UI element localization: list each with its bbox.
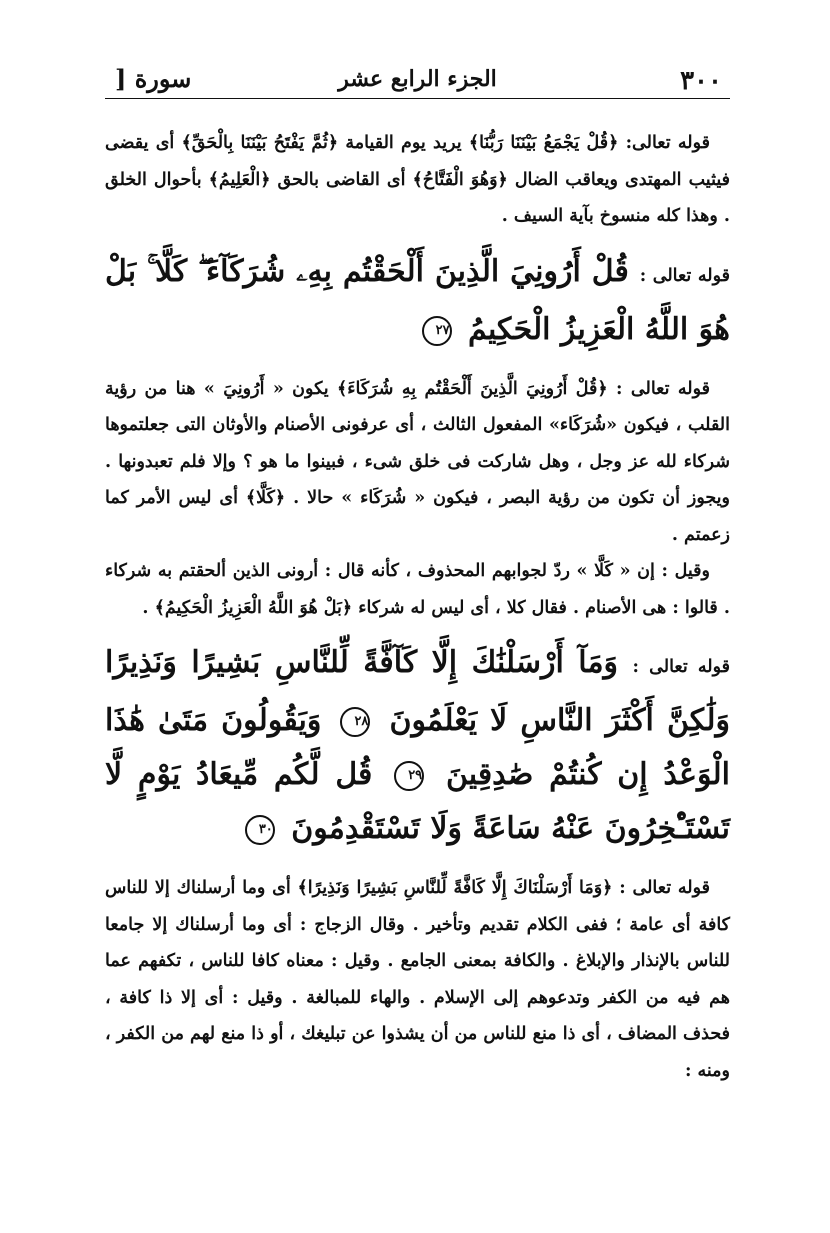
verse-28-text: وَمَآ أَرْسَلْنَٰكَ إِلَّا كَآفَّةً لِّلنَّاسِ بَشِيرًا وَنَذِيرًا وَلَٰكِنَّ أَكْثَرَ النَّاسِ لَا يَعْلَمُونَ [105,645,730,738]
verse-intro: قوله تعالى : [632,657,730,677]
verses-28-30 [105,636,730,856]
verse-block-27 [105,245,730,357]
verse-block-28-30 [105,636,730,856]
running-header [105,52,730,99]
surah-name: سورة [134,64,192,93]
page-number: ٣٠٠ [680,66,722,96]
verse-number-marker: ٢٨ [340,707,370,737]
commentary-paragraph-3: وقيل : إن « كَلَّا » ردّ لجوابهم المحذوف ، كأنه قال : أرونى الذين ألحقتم به شركاء . قالوا : هى الأصنام . فقال كلا ، أى ليس له شركاء ﴿بَلْ هُوَ اللَّهُ الْعَزِيزُ الْحَكِيمُ﴾ . [105,561,730,618]
verse-27-text: قُلْ أَرُونِيَ الَّذِينَ أَلْحَقْتُم بِهِۦ شُرَكَآءَ ۖ كَلَّا ۚ بَلْ هُوَ اللَّهُ الْعَزِيزُ الْحَكِيمُ [105,253,730,347]
verse-number-marker: ٣٠ [245,815,275,845]
verse-30-text: قُل لَّكُم مِّيعَادُ يَوْمٍ لَّا تَسْتَـْٔخِرُونَ عَنْهُ سَاعَةً وَلَا تَسْتَقْدِمُونَ [105,757,730,846]
verse-number-marker: ٢٧ [422,316,452,346]
surah-title [109,64,191,93]
verse-intro: قوله تعالى : [639,265,730,286]
verse-29-text: وَيَقُولُونَ مَتَىٰ هَٰذَا الْوَعْدُ إِن كُنتُمْ صَٰدِقِينَ [105,703,731,792]
juz-title: الجزء الرابع عشر [338,66,497,92]
verse-number-marker: ٢٩ [394,761,424,791]
verse-27 [105,245,730,357]
header-bracket: [ [115,64,127,93]
commentary-paragraph-1: قوله تعالى: ﴿قُلْ يَجْمَعُ بَيْنَنَا رَبُّنَا﴾ يريد يوم القيامة ﴿ثُمَّ يَفْتَحُ بَيْنَنَا بِالْحَقِّ﴾ أى يقضى فيثيب المهتدى ويعاقب الضال ﴿وَهُوَ الْفَتَّاحُ﴾ أى القاضى بالحق ﴿الْعَلِيمُ﴾ بأحوال الخلق . وهذا كله منسوخ بآية السيف . [105,133,730,226]
commentary-paragraph-2: قوله تعالى : ﴿قُلْ أَرُونِيَ الَّذِينَ أَلْحَقْتُم بِهِ شُرَكَاءَ﴾ يكون « أَرُونِيَ » هنا من رؤية القلب ، فيكون «شُرَكَاء» المفعول الثالث ، أى عرفونى الأصنام والأوثان التى جعلتموها شركاء لله عز وجل ، وهل شاركت فى خلق شىء ، فبينوا ما هو ؟ وإلا فلم تعبدونها . ويجوز أن تكون من رؤية البصر ، فيكون « شُرَكَاء » حالا . ﴿كَلَّا﴾ أى ليس الأمر كما زعمتم . [105,378,730,545]
commentary-paragraph-4: قوله تعالى : ﴿وَمَا أَرْسَلْنَاكَ إِلَّا كَافَّةً لِّلنَّاسِ بَشِيرًا وَنَذِيرًا﴾ أى وما أرسلناك إلا للناس كافة أى عامة ؛ ففى الكلام تقديم وتأخير . وقال الزجاج : أى وما أرسلناك إلا جامعا للناس بالإنذار والإبلاغ . والكافة بمعنى الجامع . وقيل : معناه كافا للناس ، تكفهم عما هم فيه من الكفر وتدعوهم إلى الإسلام . والهاء للمبالغة . وقيل : أى إلا ذا كافة ، فحذف المضاف ، أى ذا منع للناس من أن يشذوا عن تبليغك ، أو ذا منع لهم من الكفر ، ومنه : [105,878,730,1081]
page-body [105,125,730,1089]
